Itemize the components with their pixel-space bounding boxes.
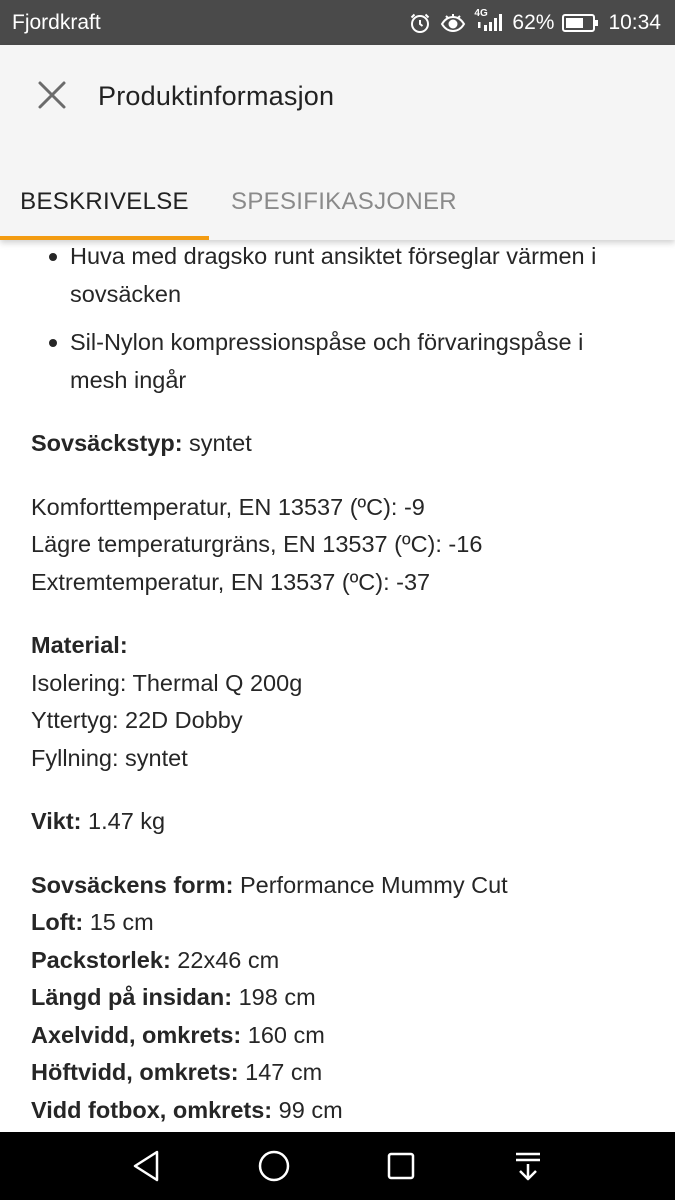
alarm-icon: [408, 11, 432, 35]
spec-row-shoulder: [31, 1017, 651, 1055]
battery-percent: 62%: [512, 10, 555, 34]
spec-row-inner-length: [31, 979, 651, 1017]
carrier-name: Fjordkraft: [12, 10, 101, 34]
material-fill: Fyllning: syntet: [31, 744, 188, 771]
active-tab-indicator: [0, 236, 209, 240]
eye-icon: [440, 12, 466, 34]
battery-icon: [562, 13, 600, 33]
tab-beskrivelse-label: BESKRIVELSE: [20, 187, 189, 215]
signal-icon: [474, 7, 504, 34]
weight-label: Vikt:: [31, 808, 82, 834]
spec-label: Längd på insidan:: [31, 984, 233, 1010]
temperature-block: [0, 489, 675, 602]
tab-spesifikasjoner-label: SPESIFIKASJONER: [231, 187, 457, 215]
status-icons: [408, 7, 661, 35]
spec-row-pack-size: [31, 942, 651, 980]
tab-beskrivelse[interactable]: [0, 163, 209, 240]
recents-icon: [386, 1151, 416, 1181]
spec-label: Vidd fotbox, omkrets:: [31, 1096, 273, 1123]
spec-label: Höftvidd, omkrets:: [31, 1059, 239, 1085]
spec-label: Loft:: [31, 909, 84, 935]
list-item: Sil-Nylon kompressionspåse och förvaringspåse i mesh ingår: [0, 324, 675, 399]
spec-value: 198 cm: [232, 984, 316, 1010]
recents-button[interactable]: [381, 1146, 421, 1186]
page-title: Produktinformasjon: [98, 81, 335, 111]
spec-row-hip: [31, 1054, 651, 1092]
spec-row-footbox: [31, 1092, 651, 1130]
material-label: Material:: [31, 632, 128, 658]
spec-label: Axelvidd, omkrets:: [31, 1021, 242, 1048]
spec-row-shape: [31, 867, 651, 905]
navigation-bar: [0, 1132, 675, 1200]
temp-extreme: Extremtemperatur, EN 13537 (ºC): -37: [31, 568, 431, 595]
specs-block: [0, 867, 675, 1130]
type-value: syntet: [182, 430, 252, 456]
back-button[interactable]: [126, 1146, 166, 1186]
material-block: [0, 627, 675, 777]
spec-label: Sovsäckens form:: [31, 871, 234, 898]
clock: 10:34: [608, 10, 661, 34]
app-bar: [0, 45, 675, 240]
spec-value: Performance Mummy Cut: [233, 871, 508, 898]
spec-row-loft: [31, 904, 651, 942]
notification-pull-icon: [513, 1150, 543, 1182]
home-button[interactable]: [254, 1146, 294, 1186]
type-label: Sovsäckstyp:: [31, 430, 183, 456]
sleeping-bag-type: [0, 425, 675, 463]
product-description[interactable]: [0, 240, 675, 1132]
weight-block: [0, 803, 675, 841]
material-isolation: Isolering: Thermal Q 200g: [31, 669, 303, 696]
close-icon: [37, 80, 67, 110]
temp-limit: Lägre temperaturgräns, EN 13537 (ºC): -16: [31, 531, 483, 557]
weight-value: 1.47 kg: [81, 808, 166, 834]
back-icon: [130, 1149, 162, 1183]
home-icon: [257, 1149, 291, 1183]
network-type: 4G: [474, 7, 488, 19]
status-bar: [0, 0, 675, 45]
temp-comfort: Komforttemperatur, EN 13537 (ºC): -9: [31, 493, 425, 520]
feature-list: [0, 240, 675, 399]
spec-value: 99 cm: [272, 1096, 343, 1123]
spec-value: 15 cm: [83, 909, 154, 935]
notification-pull-button[interactable]: [508, 1146, 548, 1186]
close-button[interactable]: [30, 73, 74, 117]
spec-value: 147 cm: [238, 1059, 323, 1085]
list-item: Huva med dragsko runt ansiktet förseglar värmen i sovsäcken: [0, 240, 675, 313]
spec-value: 22x46 cm: [170, 946, 280, 973]
tab-spesifikasjoner[interactable]: [209, 163, 479, 240]
spec-value: 160 cm: [241, 1021, 325, 1048]
material-shell: Yttertyg: 22D Dobby: [31, 707, 243, 733]
spec-label: Packstorlek:: [31, 946, 171, 973]
